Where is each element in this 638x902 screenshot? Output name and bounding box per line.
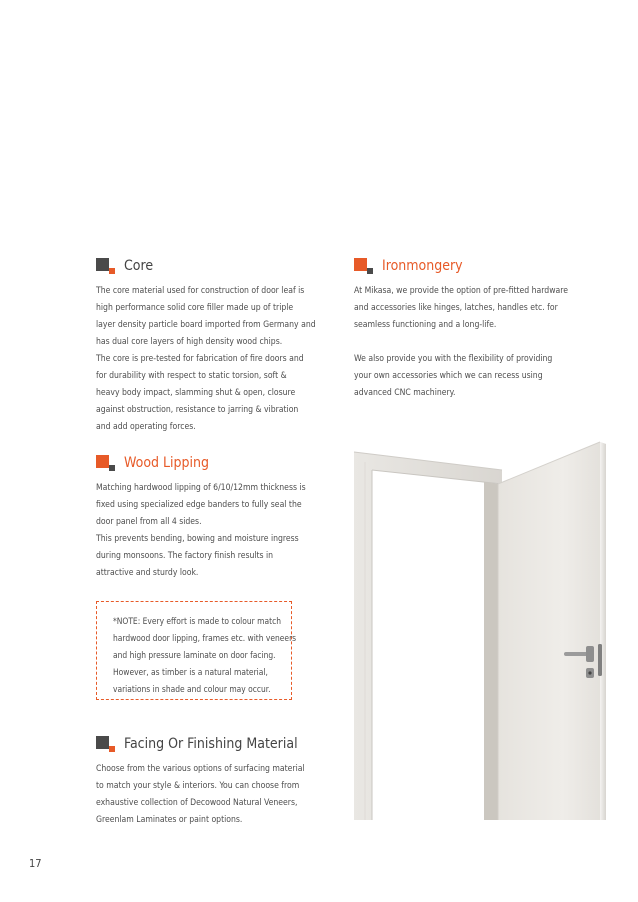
square-marker-icon [354,258,374,274]
note-line: *NOTE: Every effort is made to colour match [113,616,281,626]
wood-lipping-title: Wood Lipping [124,455,210,471]
wood-lipping-section [96,454,306,582]
core-title: Core [124,258,154,274]
ironmongery-line: advanced CNC machinery. [354,388,456,398]
note-line: However, as timber is a natural material, [113,667,268,677]
note-line: and high pressure laminate on door facing. [113,650,276,660]
wood-lipping-body [96,480,306,582]
note-box [96,601,297,700]
core-line: for durability with respect to static torsion, soft & [96,371,287,381]
core-line: against obstruction, resistance to jarring & vibration [96,405,299,415]
ironmongery-section [354,257,568,402]
core-line: and add operating forces. [96,422,196,432]
wood-lipping-line: fixed using specialized edge banders to fully seal the [96,500,302,510]
door-leaf [498,442,606,820]
ironmongery-line: We also provide you with the flexibility of providing [354,354,553,364]
wood-lipping-line: attractive and sturdy look. [96,568,199,578]
core-line: The core material used for construction of door leaf is [96,286,305,296]
ironmongery-body [354,283,568,402]
core-line: has dual core layers of high density wood chips. [96,337,283,347]
wood-lipping-line: during monsoons. The factory finish results in [96,551,274,561]
note-line: hardwood door lipping, frames etc. with veneers [113,633,297,643]
ironmongery-title: Ironmongery [382,258,463,274]
door-frame [354,452,502,820]
open-door-illustration [352,440,612,820]
ironmongery-heading [354,257,568,275]
wood-lipping-line: door panel from all 4 sides. [96,517,202,527]
core-section [96,257,316,436]
facing-title: Facing Or Finishing Material [124,736,298,752]
wood-lipping-heading [96,454,306,472]
wood-lipping-line: Matching hardwood lipping of 6/10/12mm thickness is [96,483,306,493]
core-line: high performance solid core filler made up of triple [96,303,294,313]
facing-line: to match your style & interiors. You can choose from [96,781,300,791]
ironmongery-line: and accessories like hinges, latches, handles etc. for [354,303,558,313]
ironmongery-line: your own accessories which we can recess using [354,371,543,381]
facing-line: exhaustive collection of Decowood Natural Veneers, [96,798,298,808]
facing-line: Greenlam Laminates or paint options. [96,815,243,825]
core-line: layer density particle board imported from Germany and [96,320,316,330]
core-line: The core is pre-tested for fabrication of fire doors and [96,354,304,364]
note-body [113,613,297,698]
facing-line: Choose from the various options of surfacing material [96,764,305,774]
ironmongery-line: seamless functioning and a long-life. [354,320,497,330]
core-body [96,283,316,436]
facing-section [96,735,305,829]
wood-lipping-line: This prevents bending, bowing and moisture ingress [96,534,299,544]
page-number: 17 [29,857,42,870]
core-line: heavy body impact, slamming shut & open, closure [96,388,296,398]
note-line: variations in shade and colour may occur. [113,684,271,694]
facing-body [96,761,305,829]
facing-heading [96,735,305,753]
square-marker-icon [96,258,116,274]
ironmongery-line: At Mikasa, we provide the option of pre-fitted hardware [354,286,569,296]
square-marker-icon [96,455,116,471]
core-heading [96,257,316,275]
square-marker-icon [96,736,116,752]
